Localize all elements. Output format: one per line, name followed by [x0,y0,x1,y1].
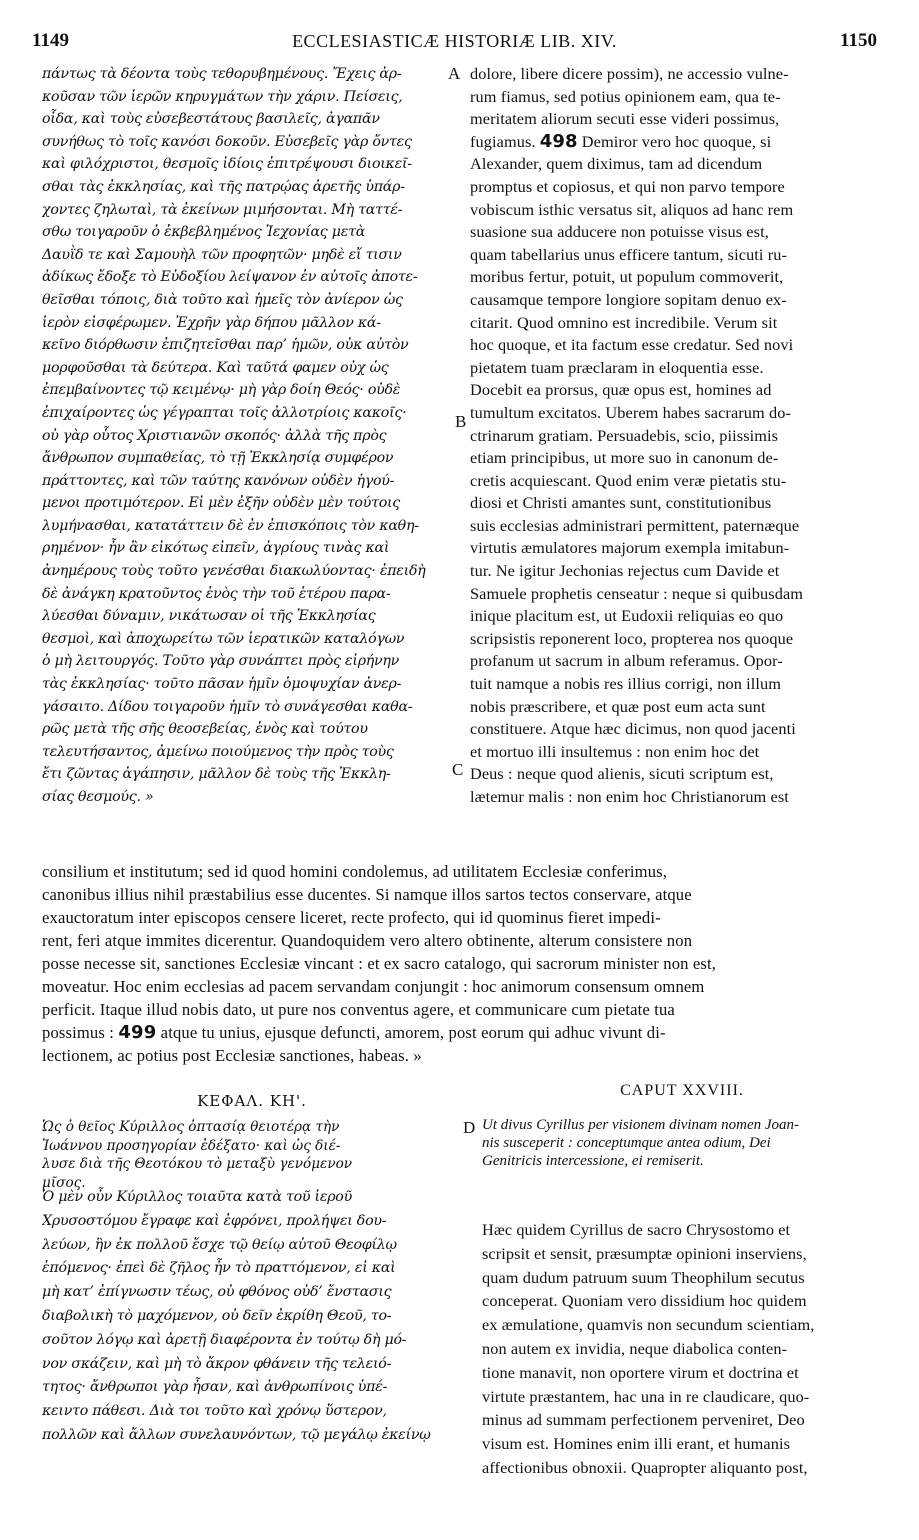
latin-text-line: hoc quoque, et ita factum esse credatur. Sed novi [470,335,794,355]
greek-text-line: κεῖνο διόρθωσιν ἐπιζητεῖσθαι παρ’ ἡμῶν, οὐκ αὐτὸν [42,337,409,354]
latin-column-upper [470,63,880,809]
latin-text-line: promptus et copiosus, et qui non parvo tempore [470,176,785,196]
greek-text-line: ἱερὸν εἰσφέρωμεν. Ἐχρῆν γὰρ δήπου μᾶλλον κά- [42,314,381,331]
latin-text-line: citarit. Quod omnino est incredibile. Verum sit [470,312,778,332]
greek-text-line: Δαυῒδ τε καὶ Σαμουὴλ τῶν προφητῶν· μηδὲ εἴ τισιν [42,246,402,263]
greek-text-line: σοῦτον λόγῳ καὶ ἀρετῇ διαφέροντα ἐν τούτῳ δὴ μό- [42,1331,407,1348]
greek-text-line: πολλῶν καὶ ἄλλων συνελαυνόντων, τῷ μεγάλῳ ἐκείνῳ [42,1426,431,1443]
latin-text-line: moveatur. Hoc enim ecclesias ad pacem servandam conjungit : hoc animorum consensum omnem [42,977,705,996]
latin-text-line: nobis præscribere, et quæ post eum acta sunt [470,696,766,716]
greek-summary-line: Ἰωάννου προσηγορίαν ἐδέξατο· καὶ ὡς διέ- [42,1137,341,1154]
greek-text-line: συνήθως τὸ τοῖς κανόσι δοκοῦν. Εὐσεβεῖς γὰρ ὄντες [42,133,412,150]
greek-text-line: μενοι προτιμότερον. Εἰ μὲν ἐξῆν οὐδὲν μὲν τούτοις [42,495,400,512]
greek-text-line: τητος· ἄνθρωποι γὰρ ἦσαν, καὶ ἀνθρωπίνοις ὑπέ- [42,1379,388,1396]
latin-text-line: diosi et Christi amantes sunt, constitutionibus [470,493,772,513]
greek-summary-line: μῖσος. [42,1174,86,1191]
latin-text-line: profanum ut sacrum in album referamus. Opor- [470,651,783,671]
latin-text-line: scripsistis reponerent loco, propterea nos quoque [470,628,794,648]
greek-text-line: οἶδα, καὶ τοὺς εὐσεβεστάτους βασιλεῖς, ἀγαπᾶν [42,111,380,128]
latin-text-line: pietatem tuam præclaram in eloquentia esse. [470,357,764,377]
running-header [32,30,877,60]
greek-text-line: κοῦσαν τῶν ἱερῶν κηρυγμάτων τὴν χάριν. Πείσεις, [42,88,403,105]
greek-column-upper [42,63,462,809]
greek-text-line: Ὁ μὲν οὖν Κύριλλος τοιαῦτα κατὰ τοῦ ἱεροῦ [42,1189,352,1205]
margin-letter-b: B [455,412,467,431]
latin-text-line: quam dudum patruum suum Theophilum secutus [482,1267,805,1287]
greek-summary-line: Ὡς ὁ θεῖος Κύριλλος ὀπτασίᾳ θειοτέρᾳ τὴν [42,1119,340,1135]
latin-text-line: conceperat. Quoniam vero dissidium hoc quidem [482,1291,807,1311]
latin-text-line: moribus fertur, potuit, ut populum commoverit, [470,267,784,287]
latin-text-line: meritatem aliorum secuti esse videri possimus, [470,109,780,129]
latin-text-line: dolore, libere dicere possim), ne accessio vulne- [470,64,789,83]
latin-text-line: tione manavit, non oportere virum et doctrina et [482,1362,799,1382]
latin-text-line: fugiamus. 498 Demiror vero hoc quoque, si [470,130,772,152]
latin-text-line: rum fiamus, sed potius opinionem eam, qua te- [470,86,781,106]
greek-text-line: τελευτήσαντος, ἀμείνω ποιούμενος τὴν πρὸς τοὺς [42,743,394,760]
latin-text-line: ctrinarum gratiam. Persuadebis, scio, piissimis [470,425,779,445]
greek-text-line: ὁ μὴ λειτουργός. Τοῦτο γὰρ συνάπτει πρὸς εἰρήνην [42,653,400,670]
greek-text-line: οὐ γὰρ οὗτος Χριστιανῶν σκοπός· ἀλλὰ τῆς πρὸς [42,427,387,444]
greek-text-line: κειντο πάθεσι. Διὰ τοι τοῦτο καὶ χρόνῳ ὕστερον, [42,1403,387,1420]
greek-text-line: θεσμοὶ, καὶ ἀποχωρείτω τῶν ἱερατικῶν καταλόγων [42,630,405,647]
greek-text-line: ἄνθρωπον συμπαθείας, τὸ τῇ Ἐκκλησίᾳ συμφέρον [42,450,394,467]
latin-text-line: vobiscum isthic versatus sit, aliquos ad hanc rem [470,199,794,219]
greek-text-line: ρῶς μετὰ τῆς σῆς θεοσεβείας, ἑνὸς καὶ τούτου [42,721,368,738]
latin-text-line: perficit. Itaque illud nobis dato, ut pure nos conventus agere, et communicare cum pietate tua [42,1000,675,1019]
greek-column-lower [42,1186,462,1448]
latin-text-line: visum est. Homines enim illi erant, et humanis [482,1434,791,1454]
latin-text-line: suasione sua adducere non potuisse visus est, [470,222,769,242]
greek-text-line: λεύων, ἣν ἐκ πολλοῦ ἔσχε τῷ θείῳ αὐτοῦ Θεοφίλῳ [42,1236,397,1253]
greek-text-line: καὶ φιλόχριστοι, θεσμοῖς ἰδίοις ἐπιτρέψουσι διοικεῖ- [42,156,412,173]
greek-text-line: ἐπιχαίροντες ὡς γέγραπται τοῖς ἀλλοτρίοις κακοῖς· [42,404,407,421]
greek-text-line: ἀδίκως ἔδοξε τὸ Εὐδοξίου λείψανον ἐν αὐτοῖς ἀποτε- [42,269,418,286]
latin-text-line: posse necesse sit, sanctiones Ecclesiæ vincant : et ex sacro catalogo, qui sacrorum minister non est, [42,954,717,973]
page-number-right: 1150 [840,30,877,51]
latin-text-line: suis ecclesias administrari permittent, paternæque [470,515,800,535]
latin-summary-line: nis susceperit : conceptumque antea odium, Dei [482,1135,771,1151]
latin-text-line: exauctoratum inter episcopos censere liceret, recte profecto, qui id quominus fieret impedi- [42,908,661,927]
margin-letter-d: D [463,1118,476,1137]
latin-text-line: consilium et institutum; sed id quod homini condolemus, ad utilitatem Ecclesiæ conferimus, [42,862,668,881]
greek-text-line: μορφοῦσθαι τὰ δεύτερα. Καὶ ταῦτά φαμεν οὐχ ὡς [42,359,389,376]
greek-summary-line: λυσε διὰ τῆς Θεοτόκου τὸ μεταξὺ γενόμενον [42,1156,353,1172]
greek-text-line: ἀνημέρους τοὺς τοῦτο γενέσθαι διακωλύοντας· ἐπειδὴ [42,563,426,580]
greek-text-line: σίας θεσμούς. » [42,789,154,805]
latin-text-line: virtute præstantem, hac una in re claudicare, quo- [482,1386,810,1406]
latin-text-line: non autem ex invidia, neque diabolica conten- [482,1338,788,1358]
greek-text-line: θεῖσθαι τόποις, διὰ τοῦτο καὶ ἡμεῖς τὸν ἀνίερον ὡς [42,291,403,308]
latin-text-line: constituere. Atque hæc dicimus, non quod jacenti [470,719,796,739]
greek-text-line: πράττοντες, καὶ τῶν ταύτης κανόνων οὐδὲν ἡγού- [42,472,395,489]
margin-letter-a: A [448,64,461,83]
greek-text-line: νον σκάζειν, καὶ μὴ τὸ ἄκρον φθάνειν τῆς τελειό- [42,1355,392,1372]
chapter-summary-latin [482,1116,882,1170]
latin-text-line: cretis acquiescant. Quod enim veræ pietatis stu- [470,470,787,490]
latin-text-line: affectionibus obnoxii. Quapropter aliquanto post, [482,1457,808,1477]
greek-text-line: τὰς ἐκκλησίας· τοῦτο πᾶσαν ἡμῖν ὁμοψυχίαν ἀνερ- [42,676,402,693]
latin-text-line: tumultum excitatos. Uberem habes sacrarum do- [470,402,791,422]
latin-text-line: lætemur malis : non enim hoc Christianorum est [470,787,789,806]
greek-text-line: μὴ κατ’ ἐπίγνωσιν τέως, οὐ φθόνος οὐδ’ ἔνστασις [42,1284,392,1301]
latin-summary-line: Genitricis intercessione, ei remiserit. [482,1153,704,1169]
greek-text-line: λυμήνασθαι, κατατάττειν δὲ ἐν ἐπισκόποις τὸν καθη- [42,517,419,534]
latin-text-line: Hæc quidem Cyrillus de sacro Chrysostomo et [482,1220,791,1239]
latin-text-line: lectionem, ac potius post Ecclesiæ sanctiones, habeas. » [42,1046,422,1065]
greek-text-line: γάσαιτο. Δίδου τοιγαροῦν ἡμῖν τὸ συνάγεσθαι καθα- [42,698,413,715]
latin-text-line: Samuele prophetis censeatur : neque si quibusdam [470,583,804,603]
latin-text-line: virtutis æmulatores majorum exempla imitabun- [470,538,790,558]
latin-text-line: canonibus illius nihil præstabilius esse ducentes. Si namque illos sartos tectos conservare, atque [42,885,692,904]
latin-summary-line: Ut divus Cyrillus per visionem divinam nomen Joan- [482,1117,800,1133]
running-title: ECCLESIASTICÆ HISTORIÆ LIB. XIV. [292,31,617,51]
latin-text-line: Docebit ea prorsus, quæ opus est, homines ad [470,380,772,400]
margin-letter-c: C [452,760,464,779]
latin-text-line: scripsit et sensit, præsumptæ opinioni inserviens, [482,1243,807,1263]
greek-text-line: δὲ ἀνάγκη κρατοῦντος ἑνὸς τὴν τοῦ ἑτέρου παρα- [42,585,391,602]
page-marker-number: 499 [118,1022,157,1043]
latin-text-line: Deus : neque quod alienis, sicuti scriptum est, [470,764,774,784]
latin-text-line: minus ad summam perfectionem perveniret, Deo [482,1410,805,1430]
latin-column-lower [482,1218,882,1480]
latin-text-line: causamque tempore longiore sopitam denuo ex- [470,289,787,309]
greek-text-line: ἔτι ζῶντας ἀγάπησιν, μᾶλλον δὲ τοὺς τῆς Ἐκκλη- [42,766,391,783]
greek-text-line: σθαι τὰς ἐκκλησίας, καὶ τῆς πατρῴας ἀρετῆς ὑπάρ- [42,178,405,195]
page-marker-number: 498 [539,130,578,152]
latin-text-line: et mortuo illi insultemus : non enim hoc det [470,741,760,761]
latin-text-line: quam tabellarius unus efficere tantum, sicuti ru- [470,244,788,264]
latin-text-line: Alexander, quem diximus, tam ad dicendum [470,154,763,174]
latin-text-line: etiam principibus, ut more suo in canonum de- [470,448,779,468]
latin-text-line: inique placitum est, ut Eudoxii reliquias eo quo [470,606,784,626]
chapter-heading-greek: ΚΕΦΑΛ. ΚΗ'. [197,1092,307,1110]
greek-text-line: σθω τοιγαροῦν ὁ ἐκβεβλημένος Ἰεχονίας μετὰ [42,224,366,241]
chapter-summary-greek [42,1118,462,1192]
latin-text-line: tuit namque a nobis res illius corrigi, non illum [470,674,782,694]
latin-text-line: ex æmulatione, quamvis non secundum scientiam, [482,1315,815,1335]
greek-text-line: πάντως τὰ δέοντα τοὺς τεθορυβημένους. Ἔχεις ἀρ- [42,66,402,82]
full-width-paragraph [42,860,882,1067]
latin-text-line: possimus : 499 atque tu unius, ejusque defuncti, amorem, post eorum qui adhuc vivunt di- [42,1022,666,1043]
greek-text-line: ἐπεμβαίνοντες τῷ κειμένῳ· μὴ γὰρ δοίη Θεός· οὐδὲ [42,382,401,399]
greek-text-line: διαβολικὴ τὸ μαχόμενον, οὐ δεῖν ἐκρίθη Θεοῦ, το- [42,1307,392,1324]
chapter-heading-latin: CAPUT XXVIII. [620,1082,744,1099]
greek-text-line: ρημένον· ἦν ἂν εἰκότως εἰπεῖν, ἀγρίους τινὰς καὶ [42,540,390,557]
greek-text-line: ἑπόμενος· ἐπεὶ δὲ ζῆλος ἦν τὸ πραττόμενον, εἰ καὶ [42,1260,396,1277]
page-number-left: 1149 [32,30,69,51]
latin-text-line: rent, feri atque immites dicerentur. Quandoquidem vero altero obtinente, alterum consistere non [42,931,693,950]
greek-text-line: Χρυσοστόμου ἔγραφε καὶ ἐφρόνει, προλήψει δου- [42,1212,387,1229]
greek-text-line: λύεσθαι δύναμιν, νικάτωσαν οἱ τῆς Ἐκκλησίας [42,608,376,625]
latin-text-line: tur. Ne igitur Jechonias rejectus cum Davide et [470,561,780,581]
greek-text-line: χοντες ζηλωταὶ, τὰ ἐκείνων μιμήσονται. Μὴ ταττέ- [42,201,403,218]
